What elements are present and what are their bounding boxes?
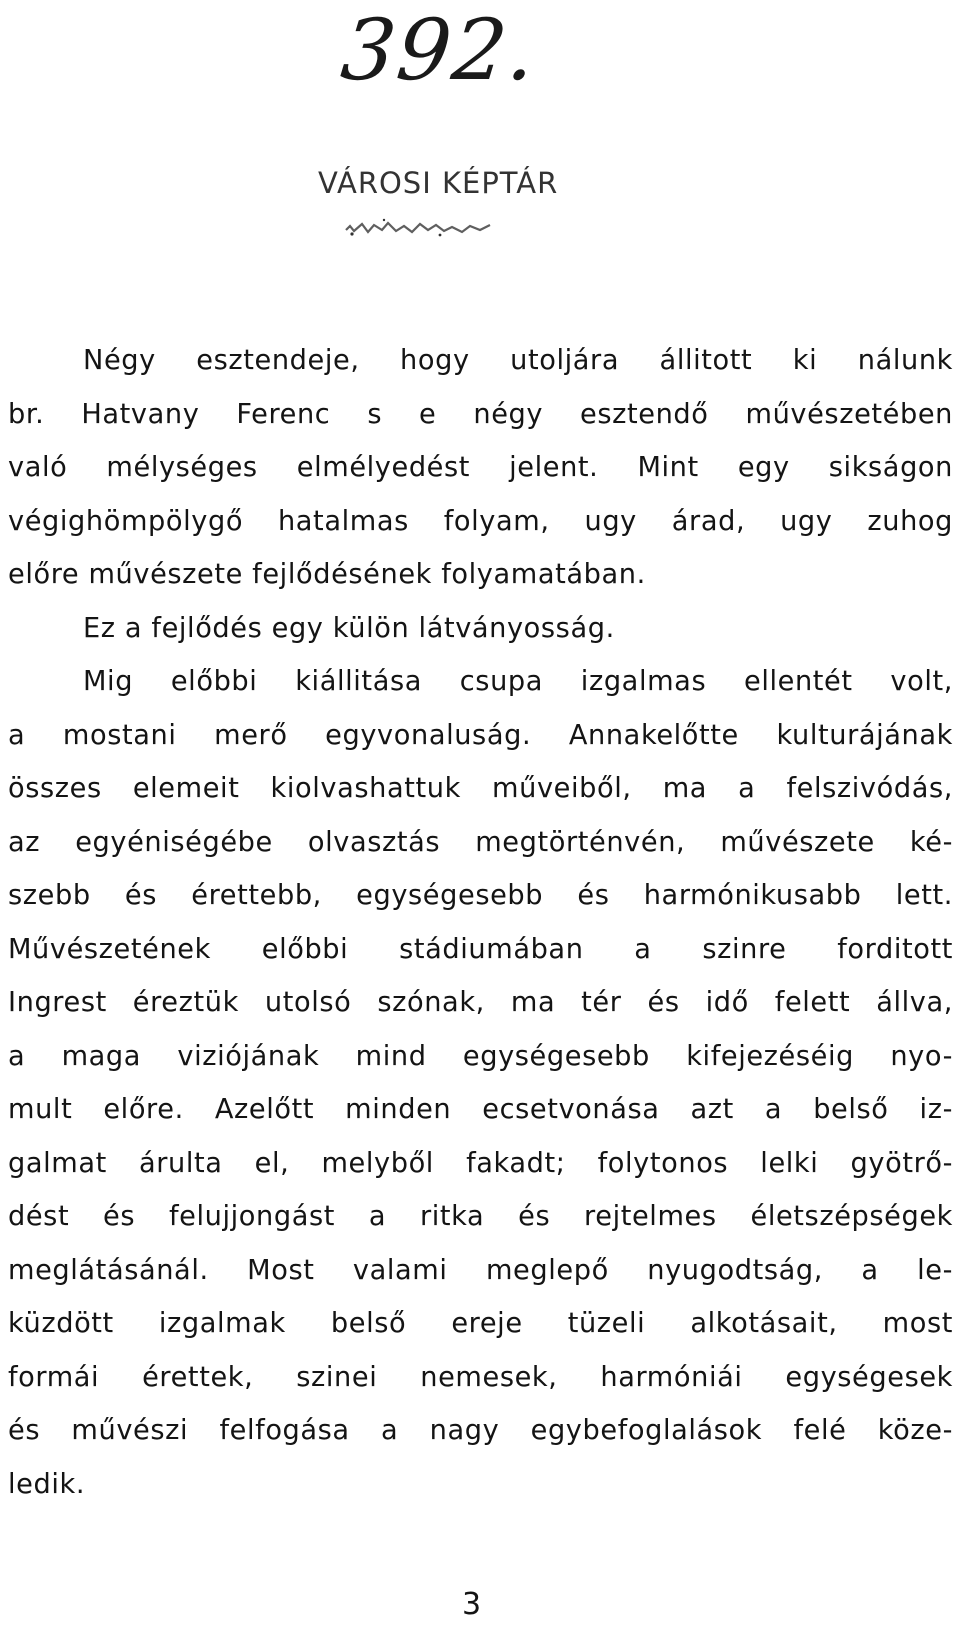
text-line: Ingrest éreztük utolsó szónak, ma tér és idő felett állva, xyxy=(8,987,953,1018)
text-line: szebb és érettebb, egységesebb és harmónikusabb lett. xyxy=(8,880,953,911)
text-line: összes elemeit kiolvashattuk műveiből, ma a felszivódás, xyxy=(8,773,953,804)
text-line: a maga viziójának mind egységesebb kifejezéséig nyo- xyxy=(8,1040,953,1072)
text-line: a mostani merő egyvonaluság. Annakelőtte kulturájának xyxy=(8,719,953,751)
text-line: galmat árulta el, melyből fakadt; folytonos lelki gyötrő- xyxy=(8,1147,953,1179)
stamp-smudge-icon xyxy=(344,216,494,238)
text-line: és művészi felfogása a nagy egybefoglalások felé köze- xyxy=(8,1415,953,1446)
text-line: végighömpölygő hatalmas folyam, ugy árad, ugy zuhog xyxy=(8,505,953,537)
text-line: való mélységes elmélyedést jelent. Mint egy sikságon xyxy=(8,452,953,483)
handwritten-catalog-number: 392. xyxy=(336,1,543,99)
text-line: Mig előbbi kiállitása csupa izgalmas ellentét volt, xyxy=(83,666,953,697)
text-line: formái érettek, szinei nemesek, harmóniái egységesek xyxy=(8,1361,953,1393)
text-line: ledik. xyxy=(8,1468,86,1500)
article-body xyxy=(8,334,953,1511)
library-stamp xyxy=(296,160,586,260)
text-line: dést és felujjongást a ritka és rejtelmes életszépségek xyxy=(8,1201,953,1232)
stamp-text: VÁROSI KÉPTÁR xyxy=(318,166,559,200)
text-line: mult előre. Azelőtt minden ecsetvonása azt a belső iz- xyxy=(8,1094,953,1125)
text-line: br. Hatvany Ferenc s e négy esztendő művészetében xyxy=(8,398,953,430)
page-number: 3 xyxy=(462,1587,482,1622)
text-line: az egyéniségébe olvasztás megtörténvén, művészete ké- xyxy=(8,826,953,858)
text-line: Négy esztendeje, hogy utoljára állitott ki nálunk xyxy=(83,345,953,376)
text-line: Ez a fejlődés egy külön látványosság. xyxy=(83,612,615,644)
text-line: előre művészete fejlődésének folyamatában. xyxy=(8,559,646,590)
text-line: meglátásánál. Most valami meglepő nyugodtság, a le- xyxy=(8,1254,953,1286)
text-line: Művészetének előbbi stádiumában a szinre forditott xyxy=(8,933,953,965)
text-line: küzdött izgalmak belső ereje tüzeli alkotásait, most xyxy=(8,1308,953,1339)
